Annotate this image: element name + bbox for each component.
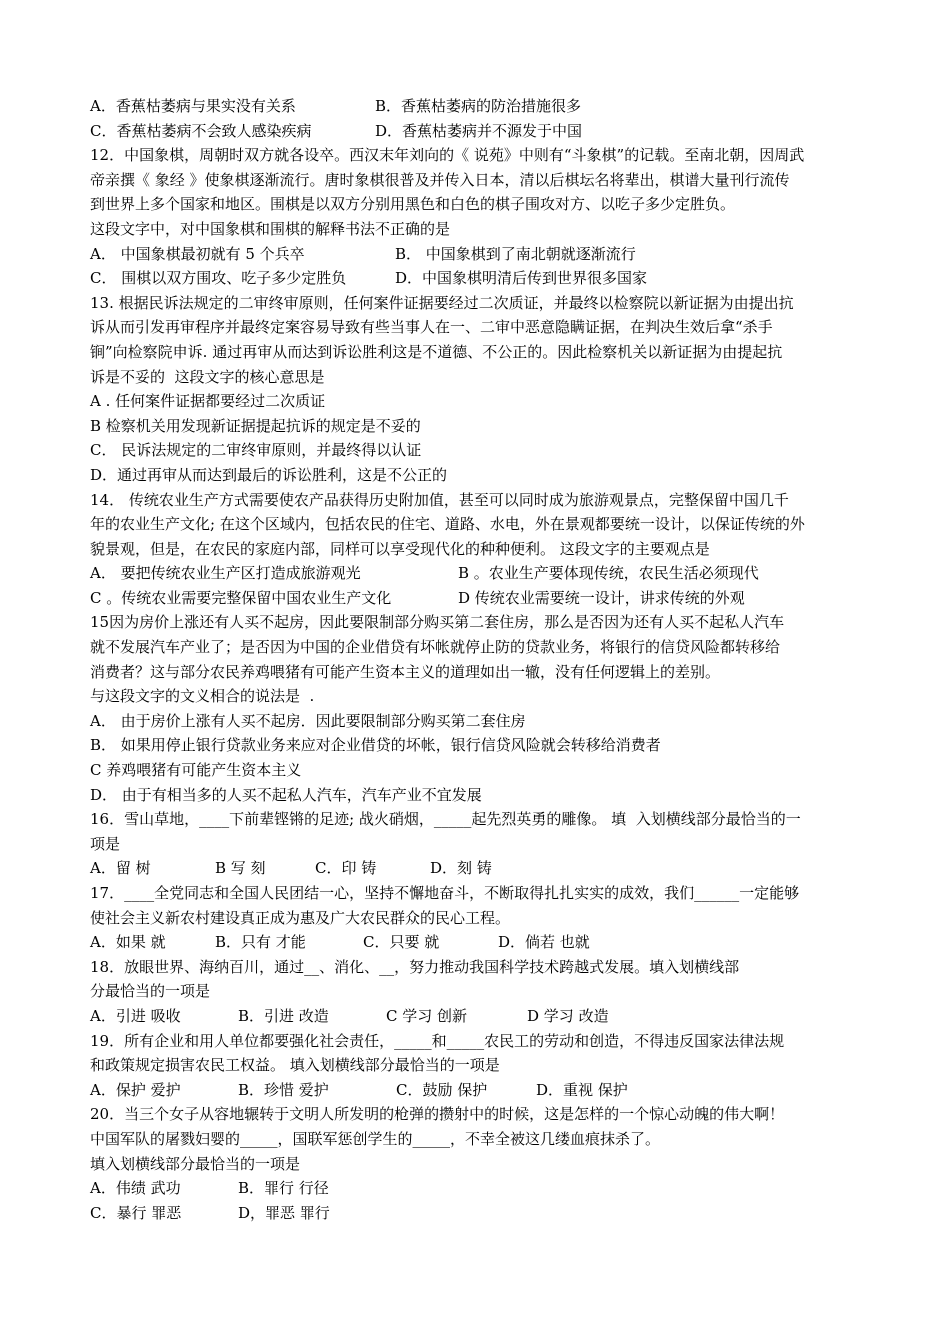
answer-option: B．珍惜 爱护 (238, 1080, 329, 1099)
answer-option: A．伟绩 武功 (90, 1179, 181, 1198)
answer-option: B．香蕉枯萎病的防治措施很多 (375, 97, 582, 115)
text-line: 项是 (90, 834, 121, 853)
text-line: 到世界上多个国家和地区。围棋是以双方分别用黑色和白色的棋子围攻对方、以吃子多少定胜负。 (90, 195, 736, 214)
text-line: 锏”向检察院申诉. 通过再审从而达到诉讼胜利这是不道德、不公正的。因此检察机关以新证据为由提起抗 (90, 342, 783, 361)
text-line: 与这段文字的文义相合的说法是 . (90, 687, 315, 706)
answer-option: D，罪恶 罪行 (238, 1203, 330, 1222)
option-row (90, 119, 865, 144)
answer-option: C．鼓励 保护 (396, 1080, 488, 1099)
text-line: 分最恰当的一项是 (90, 982, 211, 1001)
document-page (90, 94, 865, 1225)
text-line: B 检察机关用发现新证据提起抗诉的规定是不妥的 (90, 416, 421, 435)
text-line: 15因为房价上涨还有人买不起房，因此要限制部分购买第二套住房，那么是否因为还有人买不起私人汽车 (90, 613, 785, 632)
answer-option: D．刻 铸 (430, 859, 492, 878)
answer-option: A． 中国象棋最初就有 5 个兵卒 (90, 244, 305, 263)
text-line: A． 由于房价上涨有人买不起房．因此要限制部分购买第二套住房 (90, 711, 526, 730)
text-line: 17．____全党同志和全国人民团结一心，坚持不懈地奋斗，不断取得扎扎实实的成效，我们______一定能够 (90, 884, 800, 902)
answer-option: C．印 铸 (315, 859, 377, 878)
text-line: 13. 根据民诉法规定的二审终审原则，任何案件证据要经过二次质证，并最终以检察院以新证据为由提出抗 (90, 293, 794, 312)
answer-option: C 学习 创新 (386, 1006, 468, 1025)
answer-option: D．香蕉枯萎病并不源发于中国 (375, 121, 583, 140)
option-row (90, 266, 865, 291)
text-line: B． 如果用停止银行贷款业务来应对企业借贷的坏帐，银行信贷风险就会转移给消费者 (90, 736, 661, 755)
option-row (90, 1004, 865, 1029)
option-row (90, 1176, 865, 1201)
text-line: D．通过再审从而达到最后的诉讼胜利，这是不公正的 (90, 465, 448, 484)
option-row (90, 1078, 865, 1103)
text-line: C． 民诉法规定的二审终审原则，并最终得以认证 (90, 441, 422, 460)
answer-option: A．留 树 (90, 859, 151, 878)
text-line: 中国军队的屠戮妇婴的_____，国联军惩创学生的_____，不幸全被这几缕血痕抹杀了。 (90, 1129, 661, 1148)
option-row (90, 856, 865, 881)
answer-option: B 写 刻 (215, 859, 266, 878)
text-line: 帝亲撰《 象经 》使象棋逐渐流行。唐时象棋很普及并传入日本，清以后棋坛名将辈出，棋谱大量刊行流传 (90, 170, 790, 189)
text-line: 16．雪山草地，____下前辈铿锵的足迹; 战火硝烟，_____起先烈英勇的雕像。 填 入划横线部分最恰当的一 (90, 810, 801, 829)
text-line: 20．当三个女子从容地辗转于文明人所发明的枪弹的攒射中的时候，这是怎样的一个惊心动魄的伟大啊！ (90, 1105, 785, 1124)
text-line: 12．中国象棋，周朝时双方就各设卒。西汉末年刘向的《 说苑》中则有“斗象棋”的记载。至南北朝，因周武 (90, 146, 805, 165)
answer-option: D．中国象棋明清后传到世界很多国家 (395, 269, 648, 288)
text-line: C 养鸡喂猪有可能产生资本主义 (90, 761, 302, 780)
text-line: A . 任何案件证据都要经过二次质证 (90, 392, 326, 411)
text-line: 使社会主义新农村建设真正成为惠及广大农民群众的民心工程。 (90, 908, 511, 927)
text-line: 14． 传统农业生产方式需要使农产品获得历史附加值，甚至可以同时成为旅游观景点，完整保留中国几千 (90, 490, 789, 509)
text-line: 这段文字中，对中国象棋和围棋的解释书法不正确的是 (90, 219, 451, 238)
text-line: D． 由于有相当多的人买不起私人汽车，汽车产业不宜发展 (90, 785, 482, 804)
answer-option: A．如果 就 (90, 933, 166, 952)
answer-option: C 。传统农业需要完整保留中国农业生产文化 (90, 588, 392, 607)
text-line: 18．放眼世界、海纳百川，通过__、消化、__，努力推动我国科学技术跨越式发展。填入划横线部 (90, 957, 740, 976)
answer-option: A．引进 吸收 (90, 1006, 181, 1025)
answer-option: C．只要 就 (363, 933, 440, 952)
option-row (90, 586, 865, 611)
answer-option: D 传统农业需要统一设计，讲求传统的外观 (458, 588, 745, 607)
option-row (90, 242, 865, 267)
option-row (90, 94, 865, 119)
answer-option: A．保护 爱护 (90, 1080, 181, 1099)
answer-option: A． 要把传统农业生产区打造成旅游观光 (90, 564, 361, 583)
answer-option: B．只有 才能 (215, 933, 306, 952)
option-row (90, 561, 865, 586)
answer-option: A．香蕉枯萎病与果实没有关系 (90, 97, 296, 115)
answer-option: D．倘若 也就 (498, 933, 590, 952)
answer-option: B．引进 改造 (238, 1006, 329, 1025)
text-line: 诉是不妥的 这段文字的核心意思是 (90, 367, 325, 386)
text-line: 填入划横线部分最恰当的一项是 (90, 1154, 301, 1173)
text-line: 就不发展汽车产业了；是否因为中国的企业借贷有坏帐就停止防的贷款业务，将银行的信贷风险都转移给 (90, 638, 781, 657)
answer-option: B 。农业生产要体现传统，农民生活必须现代 (458, 564, 759, 583)
answer-option: B． 中国象棋到了南北朝就逐渐流行 (395, 244, 636, 263)
text-line: 19．所有企业和用人单位都要强化社会责任，_____和_____农民工的劳动和创造，不得违反国家法律法规 (90, 1031, 785, 1050)
text-line: 貌景观，但是，在农民的家庭内部，同样可以享受现代化的种种便利。 这段文字的主要观点是 (90, 539, 710, 558)
option-row (90, 930, 865, 955)
answer-option: D．重视 保护 (536, 1080, 628, 1099)
option-row (90, 1201, 865, 1226)
text-line: 消费者？这与部分农民养鸡喂猪有可能产生资本主义的道理如出一辙，没有任何逻辑上的差别。 (90, 662, 721, 681)
answer-option: C． 围棋以双方围攻、吃子多少定胜负 (90, 269, 347, 288)
answer-option: B．罪行 行径 (238, 1179, 329, 1198)
answer-option: C．香蕉枯萎病不会致人感染疾病 (90, 121, 312, 140)
text-line: 年的农业生产文化; 在这个区域内，包括农民的住宅、道路、水电，外在景观都要统一设计，以保证传统的外 (90, 515, 805, 534)
answer-option: D 学习 改造 (527, 1006, 609, 1025)
text-line: 和政策规定损害农民工权益。 填入划横线部分最恰当的一项是 (90, 1056, 500, 1075)
text-line: 诉从而引发再审程序并最终定案容易导致有些当事人在一、二审中恶意隐瞒证据，在判决生效后拿“杀手 (90, 318, 773, 337)
answer-option: C．暴行 罪恶 (90, 1203, 182, 1222)
